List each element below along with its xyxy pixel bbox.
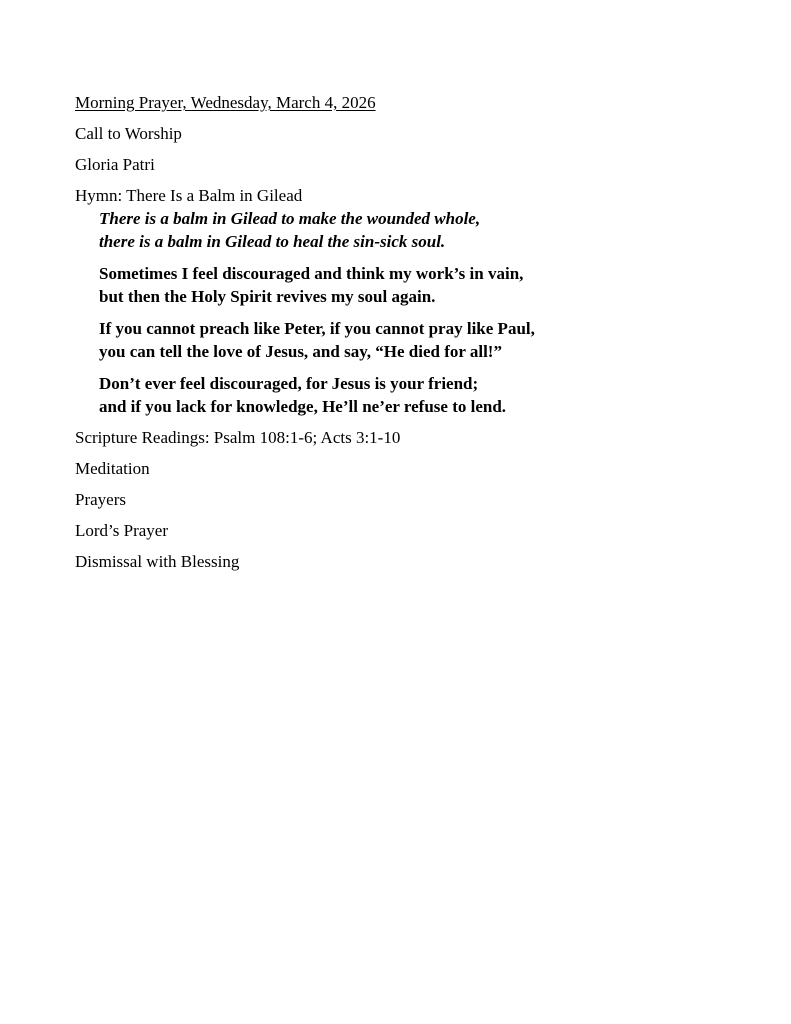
hymn-verse-2: [99, 317, 735, 363]
verse-line: but then the Holy Spirit revives my soul again.: [99, 287, 436, 306]
prayers: Prayers: [75, 490, 126, 509]
hymn-heading: Hymn: There Is a Balm in Gilead: [75, 186, 303, 205]
scripture-readings: Scripture Readings: Psalm 108:1-6; Acts 3:1-10: [75, 428, 401, 447]
meditation: Meditation: [75, 459, 150, 478]
call-to-worship: Call to Worship: [75, 124, 182, 143]
verse-line: If you cannot preach like Peter, if you cannot pray like Paul,: [99, 319, 535, 338]
hymn-section: [75, 185, 735, 418]
hymn-verse-1: [99, 262, 735, 308]
verse-line: Don’t ever feel discouraged, for Jesus is your friend;: [99, 374, 479, 393]
verse-line: There is a balm in Gilead to make the wounded whole,: [99, 209, 481, 228]
verse-line: you can tell the love of Jesus, and say, “He died for all!”: [99, 342, 502, 361]
gloria-patri: Gloria Patri: [75, 155, 155, 174]
verse-line: and if you lack for knowledge, He’ll ne’er refuse to lend.: [99, 397, 507, 416]
hymn-refrain: [99, 207, 735, 253]
order-of-worship: [75, 92, 735, 582]
lords-prayer: Lord’s Prayer: [75, 521, 169, 540]
page-title: Morning Prayer, Wednesday, March 4, 2026: [75, 93, 376, 112]
verse-line: there is a balm in Gilead to heal the sin-sick soul.: [99, 232, 446, 251]
hymn-verse-3: [99, 372, 735, 418]
verse-line: Sometimes I feel discouraged and think my work’s in vain,: [99, 264, 524, 283]
dismissal-with-blessing: Dismissal with Blessing: [75, 552, 240, 571]
